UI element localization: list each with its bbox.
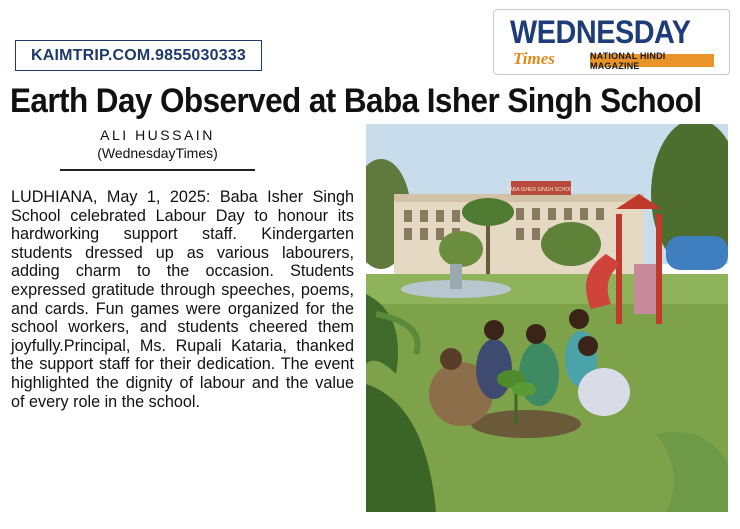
- site-contact-box: [15, 40, 262, 71]
- masthead-logo: [493, 9, 730, 75]
- masthead-subtitle: Times: [513, 49, 555, 68]
- masthead-title: WEDNESDAY: [510, 14, 691, 50]
- article-headline: Earth Day Observed at Baba Isher Singh School: [10, 82, 702, 120]
- byline-name: ALI HUSSAIN: [100, 127, 215, 143]
- soil-patch: [471, 410, 581, 438]
- byline-source: (WednesdayTimes): [97, 145, 218, 161]
- play-tunnel: [666, 236, 728, 270]
- byline: [60, 126, 255, 162]
- tree: [439, 231, 483, 267]
- byline-divider: [60, 169, 255, 171]
- palm-tree: [462, 198, 514, 226]
- tree: [541, 222, 601, 266]
- article-photo: [366, 124, 728, 512]
- masthead-tagline: NATIONAL HINDI MAGAZINE: [590, 54, 714, 67]
- building-sign: BABA ISHER SINGH SCHOOL: [506, 187, 576, 193]
- article-body: LUDHIANA, May 1, 2025: Baba Isher Singh School celebrated Labour Day to honour its hardworking support staff. Kindergarten students dressed up as various labourers, adding charm to the occasion. Students expressed gratitude through speeches, poems, and cards. Fun games were organized for the school workers, and students cheered them joyfully.Principal, Ms. Rupali Kataria, thanked the support staff for their dedication. The event highlighted the dignity of labour and the value of every role in the school.: [11, 188, 354, 411]
- playground-frame: [616, 214, 622, 324]
- site-contact-text: KAIMTRIP.COM.9855030333: [30, 46, 247, 64]
- photo-illustration: [366, 124, 728, 512]
